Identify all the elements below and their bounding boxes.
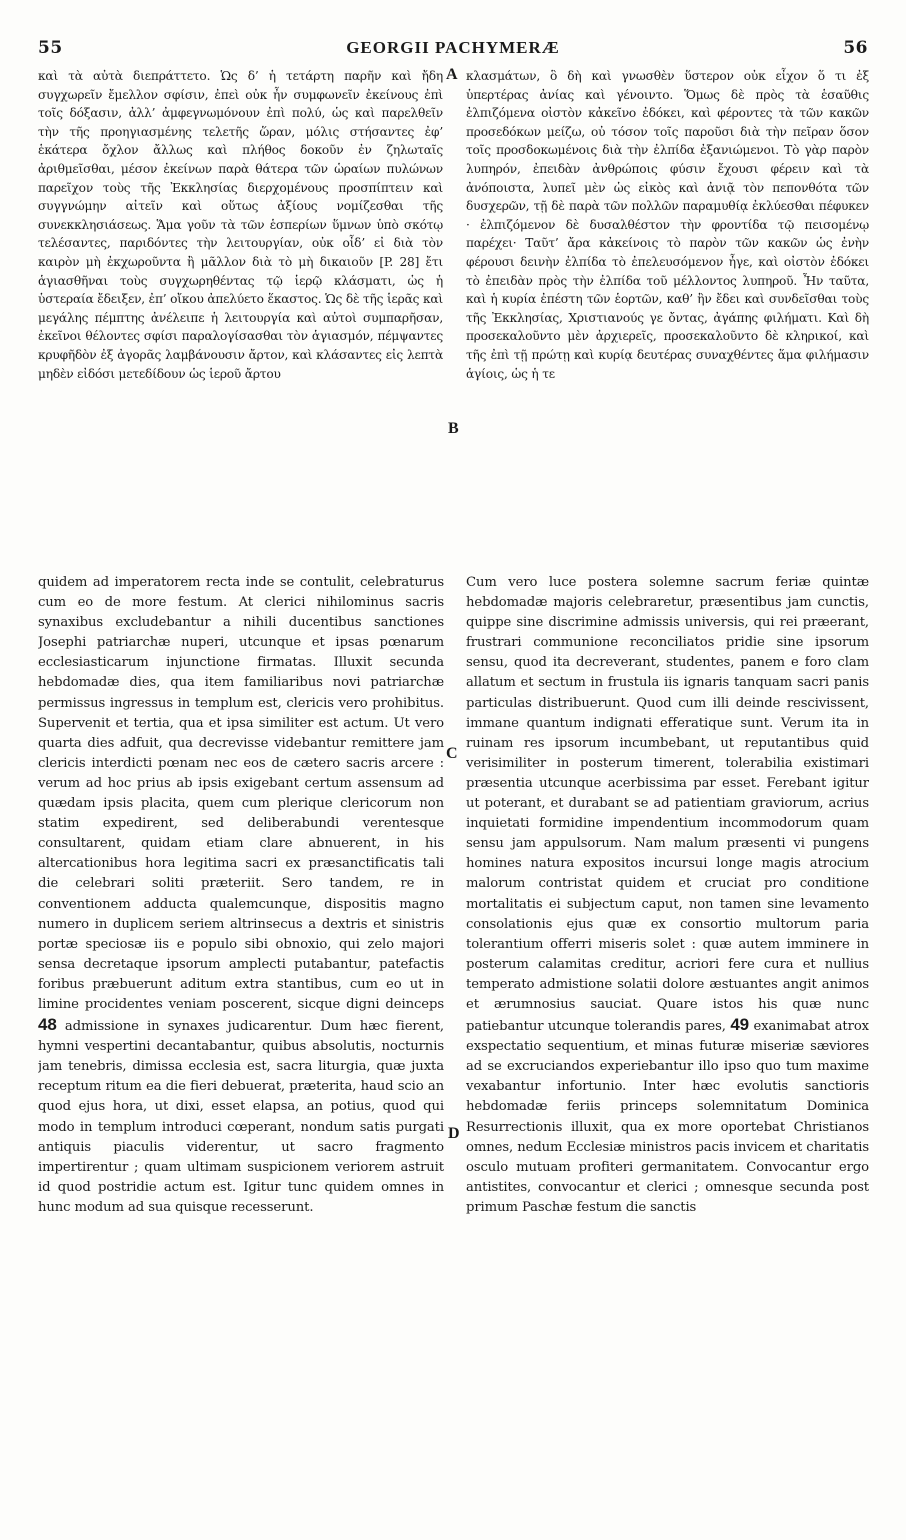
latin-paragraph-right [466,573,869,1218]
latin-paragraph-left [38,573,444,1218]
running-header [38,38,868,60]
page-number-right: 56 [843,38,868,58]
page-note-right: 49 [730,1015,750,1035]
greek-text-left-column [38,67,443,537]
greek-paragraph-left: καὶ τὰ αὐτὰ διεπράττετο. Ὡς δ’ ἡ τετάρτη παρῆν καὶ ἤδη συγχωρεῖν ἔμελλον σφίσιν, ἐπεὶ οὐκ ἦν συμφωνεῖν ἐκείνους ἐπὶ τοῖς δόξασιν, ἀλλ’ ἀμφεγνωμόνουν ἐπὶ πολύ, ὡς καὶ παρελθεῖν τὴν τῆς προηγιασμένης τελετῆς ὥραν, μόλις στήσαντες ἐφ’ ἑκάτερα ὄχλον ἄλλως καὶ πλήθος δοκοῦν ἐν ζηλωταῖς ἀριθμεῖσθαι, μέσον ἐκείνων παρὰ θάτερα τῶν ὡραίων πυλώνων παρεῖχον τοὺς τῆς Ἐκκλησίας διερχομένους προσπίπτειν καὶ συγγνώμην αἰτεῖν καὶ οὕτως ἀξίους νομίζεσθαι τῆς συνεκκλησιάσεως. Ἅμα γοῦν τὰ τῶν ἑσπερίων ὕμνων ὑπὸ σκότῳ τελέσαντες, παριδόντες τὴν λειτουργίαν, οὐκ οἶδ’ εἰ διὰ τὸν καιρὸν μὴ ἐκχωροῦντα ἢ μᾶλλον διὰ τὸ μὴ δικαιοῦν [P. 28] ἔτι ἁγιασθῆναι τοὺς συγχωρηθέντας τῷ ἱερῷ κλάσματι, ὡς ἡ ὑστεραία ἔδειξεν, ἐπ’ οἴκου ἀπελύετο ἕκαστος. Ὡς δὲ τῆς ἱερᾶς καὶ μεγάλης πέμπτης ἀνέλειπε ἡ λειτουργία καὶ αὐτοὶ συμπαρῆσαν, ἐκεῖνοι θέλοντες σφίσι παραλογίσασθαι τὸν ἁγιασμόν, πέμψαντες κρυφῆδὸν ἐξ ἀγορᾶς λαμβάνουσιν ἄρτον, καὶ κλάσαντες εἰς λεπτὰ μηδὲν εἰδόσι μετεδίδουν ὡς ἱεροῦ ἄρτου [38,69,443,381]
latin-right-part-a: Cum vero luce postera solemne sacrum feriæ quintæ hebdomadæ majoris celebraretur, præsentibus jam cunctis, quippe sine discrimine admissis universis, qui rei præerant, frustrari communione reconciliatos pridie sine ipsorum sensu, quod ita decreverant, studentes, panem e foro clam allatum et sectum in frustula iis ignaris tanquam sacri panis particulas distribuerunt. Quod cum illi deinde rescivissent, immane quantum indignati efferatique sunt. Verum ita in ruinam res ipsorum incumbebant, ut reputantibus quid verisimiliter in posterum timerent, tolerabilia existimari præsentia utcunque acerbissima par esset. Ferebant igitur ut poterant, et durabant se ad patientiam graviorum, acrius inquietati formidine impendentium incommodorum quam sensu jam appulsorum. Nam malum præsenti vi pungens homines natura expositos incursui longe magis atrocium malorum contristat quidem et cruciat pro conditione mortalitatis ei subjectum caput, non tamen sine levamento consolationis ejus quæ ex consortio multorum paria tolerantium offerri miseris solet : quæ autem imminere in posterum calamitas creditur, acriori fere cura et nullius temperato admistione solatii dolore æstuantes angit animos et ærumnosius sauciat. Quare istos his quæ nunc patiebantur utcunque tolerandis pares, [466,575,869,1035]
latin-right-part-b: exanimabat atrox exspectatio sequentium, et minas futuræ miseriæ sæviores ad se excruciandos experiebantur illo ipso quo tum maxime vexabantur infortunio. Inter hæc evolutis sanctioris hebdomadæ feriis princeps solemnitatum Dominica Resurrectionis illuxit, qua ex more oportebat Christianos omnes, nedum Ecclesiæ ministros pacis invicem et charitatis osculo mutuam profiteri germanitatem. Convocantur ergo antistites, convocantur et clerici ; omnesque secunda post primum Paschæ festum die sanctis [466,1019,869,1215]
running-title: GEORGII PACHYMERÆ [346,38,560,57]
margin-marker-b: B [448,420,459,437]
margin-marker-a: A [446,66,458,83]
page-number-left: 55 [38,38,63,58]
page-note-left: 48 [38,1015,57,1035]
greek-paragraph-right: κλασμάτων, ὃ δὴ καὶ γνωσθὲν ὕστερον οὐκ εἶχον ὅ τι ἐξ ὑπερτέρας ἀνίας καὶ γένοιντο. Ὅμως δὲ πρὸς τὰ ἑσαῦθις ἐλπιζόμενα οἰστὸν κἀκεῖνο ἐδόκει, καὶ φέροντες τὰ τῶν κακῶν προσεδόκων μείζω, οὐ τόσον τοῖς παροῦσι διὰ τὴν πεῖραν ὅσον τοῖς προσδοκωμένοις διὰ τὴν ἐλπίδα ἐξανιώμενοι. Τὸ γὰρ παρὸν λυπηρόν, ἐπειδὰν ἀνθρώποις φύσιν ἔχουσι φέρειν καὶ τὰ ἀνόποιστα, λυπεῖ μὲν ὡς εἰκὸς καὶ ἀνιᾷ τὸν πεπονθότα τῶν δυσχερῶν, τῇ δὲ παρὰ τῶν πολλῶν παραμυθίᾳ ἐκλύεσθαι πέφυκεν · ἐλπιζόμενον δὲ δυσαλθέστον τὴν φροντίδα τῷ πεισομένῳ παρέχει· Ταῦτ’ ἄρα κἀκείνοις τὸ παρὸν τῶν κακῶν ὡς ἐνὴν φέρουσι δεινὴν ἐλπίδα τὸ ἐπελευσόμενον ἦγε, καὶ οἰστὸν ἐδόκει τὸ ἐπειδὰν πρὸς τὴν ἐλπίδα τοῦ μέλλοντος λυπηροῦ. Ἦν ταῦτα, καὶ ἡ κυρία ἐπέστη τῶν ἑορτῶν, καθ’ ἣν ἔδει καὶ συνδεῖσθαι τοὺς τῆς Ἐκκλησίας, Χριστιανούς γε ὄντας, ἀγάπης φιλήματι. Καὶ δὴ προσεκαλοῦντο μὲν ἀρχιερεῖς, προσεκαλοῦντο δὲ κληρικοί, καὶ τῆς ἐπὶ τῇ πρώτῃ καὶ κυρίᾳ δευτέρας συναχθέντες ἅμα φιλήμασιν ἁγίοις, ὡς ἡ τε [466,69,869,381]
margin-marker-d: D [448,1125,460,1142]
latin-left-part-b: admissione in synaxes judicarentur. Dum hæc fierent, hymni vespertini decantabantur, quibus absolutis, nocturnis jam tenebris, dimissa ecclesia est, sacra liturgia, quæ juxta receptum ritum ea die fieri debuerat, præterita, haud scio an quod ejus hora, ut dixi, esset elapsa, an potius, quod qui modo in templum introduci cœperant, nondum satis purgati antiquis piaculis viderentur, ut sacro fragmento impertirentur ; quam ultimam suspicionem veriorem astruit id quod postridie actum est. Igitur tunc quidem omnes in hunc modum ad sua quisque recesserunt. [38,1019,444,1215]
latin-text-left-column [38,573,444,1523]
latin-left-part-a: quidem ad imperatorem recta inde se contulit, celebraturus cum eo de more festum. At clerici nihilominus sacris synaxibus excludebantur a nihili ducentibus sanctiones Josephi patriarchæ nuperi, utcunque et ipsas pœnarum ecclesiasticarum injunctione firmatas. Illuxit secunda hebdomadæ dies, qua item familiaribus novi patriarchæ permissus ingressus in templum est, clericis vero prohibitus. Supervenit et tertia, qua et ipsa similiter est actum. Ut vero quarta dies adfuit, qua decrevisse videbantur remittere jam clericis interdicti pœnam nec eos de cætero sacris arcere : verum ad hoc prius ab ipsis exigebant certum assensum ad quædam ipsis placita, quem cum plerique clericorum non statim expedirent, sed deliberabundi verentesque consultarent, quidam etiam clare abnuerent, in his altercationibus hora legitima sacri ex præsanctificatis tali die celebrari soliti præteriit. Sero tandem, re in conventionem adducta qualemcunque, dispositis magno numero in duplicem seriem altrinsecus a dextris et sinistris portæ speciosæ iis e populo sibi obnoxio, qui zelo majori sensa decretaque ipsorum amplecti putabantur, patefactis foribus præbuerunt aditum extra stantibus, cum eo ut in limine procidentes veniam poscerent, sicque digni deinceps [38,575,444,1012]
margin-marker-c: C [446,745,458,762]
greek-text-right-column [466,67,869,537]
latin-text-right-column [466,573,869,1523]
